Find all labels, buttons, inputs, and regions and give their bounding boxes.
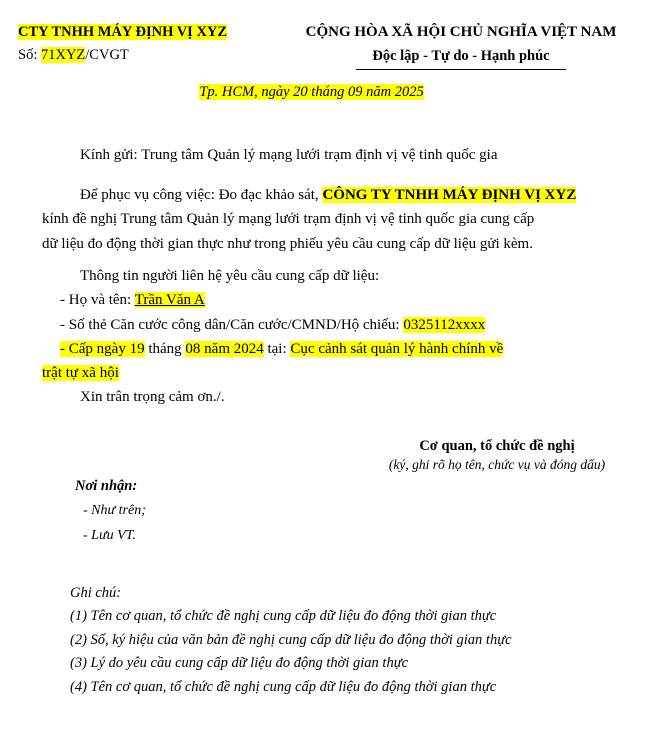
date-year-label: năm: [362, 83, 395, 100]
date-month: 09: [347, 83, 363, 100]
spacer-1: [42, 127, 625, 143]
recipients-item: - Như trên;: [83, 503, 146, 519]
national-title: CỘNG HÒA XÃ HỘI CHỦ NGHĨA VIỆT NAM: [305, 24, 617, 40]
date-year: 2025: [394, 83, 424, 100]
issue-year: 2024: [233, 340, 264, 357]
contact-intro: Thông tin người liên hệ yêu cầu cung cấp dữ liệu:: [80, 267, 380, 284]
so-number: 71XYZ: [40, 47, 86, 64]
date-day: 20: [293, 83, 308, 100]
recipients-title: Nơi nhận:: [75, 477, 138, 494]
so-label: Số:: [18, 47, 41, 64]
note-item: (4) Tên cơ quan, tổ chức đề nghị cung cấp dữ liệu đo động thời gian thực: [70, 678, 497, 695]
issue-day: 19: [129, 340, 145, 357]
issue-month-label: tháng: [144, 340, 186, 357]
issue-at-label: tại:: [263, 340, 291, 357]
purpose-line: [42, 183, 625, 207]
issue-month: 08: [185, 340, 201, 357]
contact-issue-place-line-2: [42, 361, 625, 385]
issue-year-label: năm: [200, 340, 234, 357]
signature-title: Cơ quan, tổ chức đề nghị: [419, 437, 575, 454]
spacer-3: [42, 256, 625, 264]
purpose-prefix: Để phục vụ công việc: Đo đạc khảo sát,: [80, 187, 323, 204]
recipients-block: [75, 474, 146, 548]
header-right-block: [273, 22, 649, 70]
note-item: (3) Lý do yêu cầu cung cấp dữ liệu đo động thời gian thực: [70, 655, 409, 672]
issue-prefix: - Cấp ngày: [60, 340, 130, 357]
so-suffix: /CVGT: [85, 47, 129, 64]
national-motto: Độc lập - Tự do - Hạnh phúc: [372, 47, 550, 64]
signature-area: [0, 436, 667, 543]
contact-id-label: - Số thẻ Căn cước công dân/Căn cước/CMND/Hộ chiếu:: [60, 316, 404, 333]
request-line-2: dữ liệu đo động thời gian thực như trong phiếu yêu cầu cung cấp dữ liệu gửi kèm.: [42, 235, 533, 252]
document-header: [0, 0, 667, 70]
date-month-label: tháng: [307, 83, 348, 100]
date-place: Tp. HCM, ngày: [199, 83, 294, 100]
contact-name-value: Trần Văn A: [134, 292, 205, 309]
contact-name-label: - Họ và tên:: [60, 292, 135, 309]
contact-issue-line: [42, 337, 625, 361]
request-line-1: kính đề nghị Trung tâm Quản lý mạng lưới trạm định vị vệ tinh quốc gia cung cấp: [42, 211, 535, 228]
signature-block: [367, 436, 627, 475]
organization-name: CTY TNHH MÁY ĐỊNH VỊ XYZ: [18, 24, 228, 40]
note-item: (2) Số, ký hiệu của văn bản đề nghị cung cấp dữ liệu đo động thời gian thực: [70, 631, 512, 648]
contact-id-line: [42, 313, 625, 337]
recipients-item: - Lưu VT.: [83, 527, 136, 543]
issue-place-line-2: trật tự xã hội: [42, 365, 119, 382]
document-body: [0, 127, 667, 410]
header-left-block: [18, 22, 273, 66]
motto-underline: [356, 69, 566, 70]
note-item: (1) Tên cơ quan, tổ chức đề nghị cung cấp dữ liệu đo động thời gian thực: [70, 608, 497, 625]
purpose-company: CÔNG TY TNHH MÁY ĐỊNH VỊ XYZ: [322, 187, 577, 204]
document-number-line: [18, 45, 273, 66]
recipient-line: Kính gửi: Trung tâm Quản lý mạng lưới trạm định vị vệ tinh quốc gia: [80, 146, 498, 163]
signature-subtitle: (ký, ghi rõ họ tên, chức vụ và đóng dấu): [388, 457, 606, 473]
thanks-line: Xin trân trọng cảm ơn./.: [80, 389, 225, 406]
notes-block: [70, 582, 512, 699]
issue-place-line-1: Cục cảnh sát quản lý hành chính về: [290, 340, 504, 357]
date-line: [0, 84, 667, 101]
contact-id-value: 0325112xxxx: [403, 316, 486, 333]
spacer-2: [42, 167, 625, 183]
organization-name-line: [18, 22, 273, 43]
contact-name-line: [42, 288, 625, 312]
notes-title: Ghi chú:: [70, 585, 122, 601]
